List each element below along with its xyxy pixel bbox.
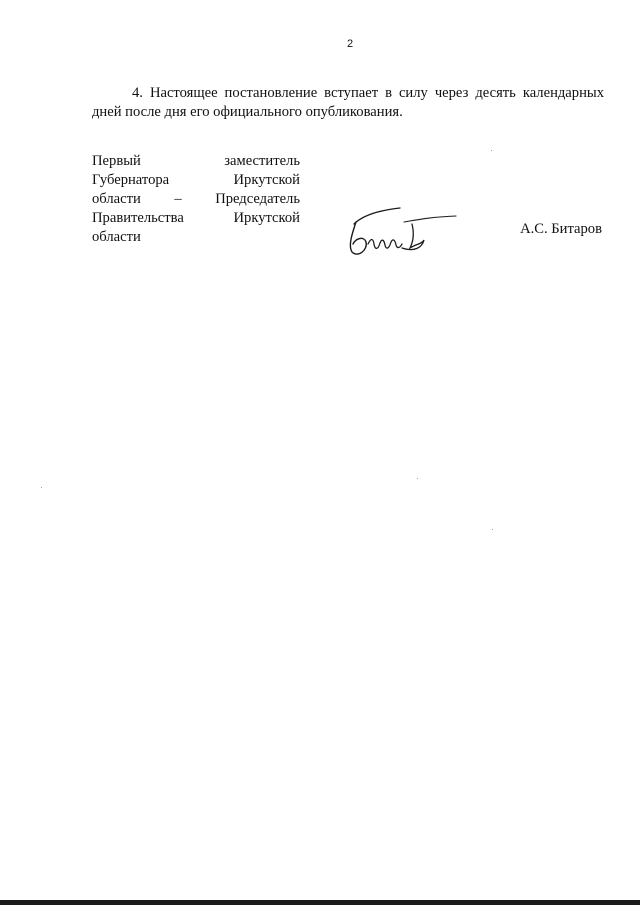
position-word: Первый xyxy=(92,153,141,169)
scan-speck xyxy=(492,529,493,530)
signer-name: А.С. Битаров xyxy=(520,221,602,237)
position-line xyxy=(92,190,300,209)
signatory-position xyxy=(92,152,300,247)
handwritten-signature xyxy=(344,200,466,262)
position-word: заместитель xyxy=(224,153,300,169)
position-line xyxy=(92,152,300,171)
position-word: области xyxy=(92,229,141,245)
position-word: области xyxy=(92,191,141,207)
position-word: Председатель xyxy=(215,191,300,207)
position-line xyxy=(92,171,300,190)
position-word: Иркутской xyxy=(233,172,300,188)
position-dash: – xyxy=(174,191,182,207)
position-line xyxy=(92,209,300,228)
scan-speck xyxy=(417,478,418,479)
page-number: 2 xyxy=(346,38,354,50)
position-word: Иркутской xyxy=(233,210,300,226)
scan-speck xyxy=(491,150,492,151)
scan-bottom-edge xyxy=(0,900,640,905)
clause-4-paragraph: 4. Настоящее постановление вступает в силу через десять календарных дней после дня его официального опубликования. xyxy=(92,85,604,120)
position-line xyxy=(92,228,300,247)
position-word: Правительства xyxy=(92,210,184,226)
position-word: Губернатора xyxy=(92,172,170,188)
scan-speck xyxy=(41,487,42,488)
